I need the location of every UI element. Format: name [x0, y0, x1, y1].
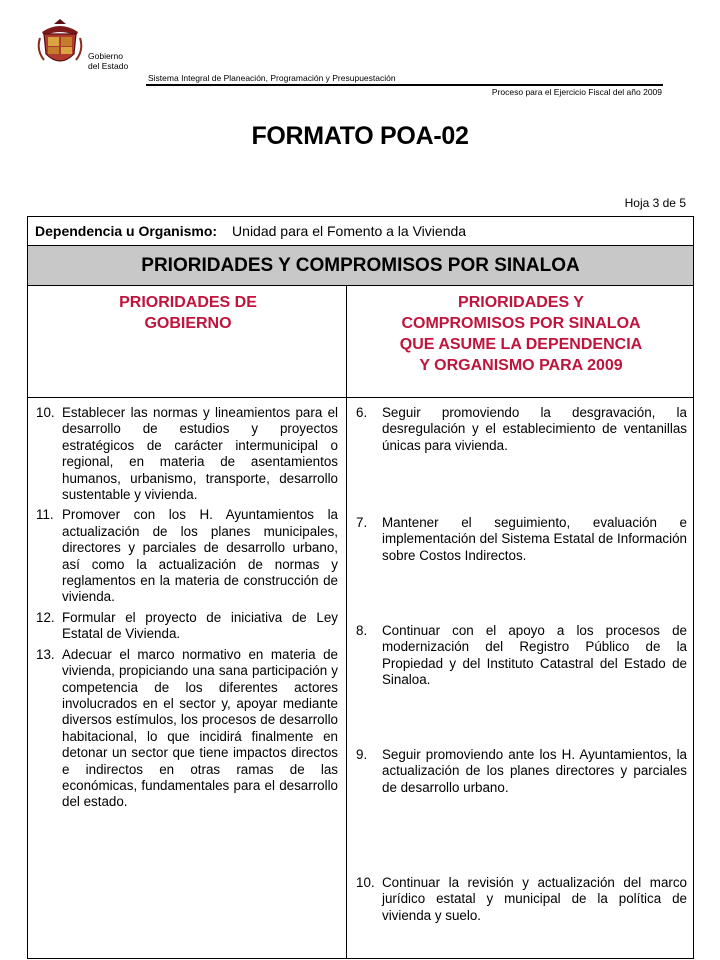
list-item: 10. Continuar la revisión y actualización del marco jurídico estatal y municipal de la política de vivienda y suelo. — [356, 875, 687, 923]
system-name: Sistema Integral de Planeación, Programación y Presupuestación — [148, 73, 396, 83]
list-item: 11. Promover con los H. Ayuntamientos la actualización de los planes municipales, directores y parciales de desarrollo urbano, así como la actualización de normas y reglamentos en la materia de construcción de vivienda. — [36, 507, 338, 605]
header-rule — [146, 84, 663, 86]
section-banner: PRIORIDADES Y COMPROMISOS POR SINALOA — [28, 246, 693, 286]
list-item: 10. Establecer las normas y lineamientos para el desarrollo de estudios y proyectos estratégicos de carácter intermunicipal o regional, en materia de asentamientos humanos, urbanismo, transporte, desarrollo sustentable y vivienda. — [36, 405, 338, 503]
sheet-number: Hoja 3 de 5 — [624, 196, 686, 210]
list-item: 7. Mantener el seguimiento, evaluación e implementación del Sistema Estatal de Información sobre Costos Indirectos. — [356, 515, 687, 563]
dependency-row — [28, 217, 693, 246]
list-item: 9. Seguir promoviendo ante los H. Ayuntamientos, la actualización de los planes directores y parciales de desarrollo urbano. — [356, 747, 687, 795]
left-column-heading: PRIORIDADES DE GOBIERNO — [119, 294, 257, 332]
column-divider — [346, 286, 347, 959]
process-label: Proceso para el Ejercicio Fiscal del año 2009 — [491, 87, 662, 97]
list-item: 12. Formular el proyecto de iniciativa de Ley Estatal de Vivienda. — [36, 609, 338, 642]
priorities-table — [27, 216, 694, 959]
list-item: 13. Adecuar el marco normativo en materia de vivienda, propiciando una sana participación y competencia de los diferentes actores involucrados en el sector y, apoyar mediante diversos estímulos, los procesos de desarrollo habitacional, lo que incidirá finalmente en detonar un sector que tiene impactos directos e indirectos en otras ramas de las económicas, fundamentales para el desarrollo del estado. — [36, 646, 338, 810]
page-title: FORMATO POA-02 — [251, 122, 469, 150]
dependency-label: Dependencia u Organismo: — [35, 223, 218, 239]
dependency-value: Unidad para el Fomento a la Vivienda — [232, 223, 467, 239]
government-priorities-list — [36, 405, 338, 815]
list-item: 8. Continuar con el apoyo a los procesos de modernización del Registro Público de la Propiedad y del Instituto Catastral del Estado de Sinaloa. — [356, 623, 687, 688]
government-label: Gobierno del Estado — [88, 51, 129, 71]
list-item: 6. Seguir promoviendo la desgravación, la desregulación y el establecimiento de ventanillas únicas para vivienda. — [356, 405, 687, 453]
state-coat-of-arms-icon — [36, 18, 84, 68]
right-column-heading: PRIORIDADES Y COMPROMISOS POR SINALOA QUE ASUME LA DEPENDENCIA Y ORGANISMO PARA 2009 — [399, 294, 643, 374]
heading-rule — [28, 397, 693, 398]
